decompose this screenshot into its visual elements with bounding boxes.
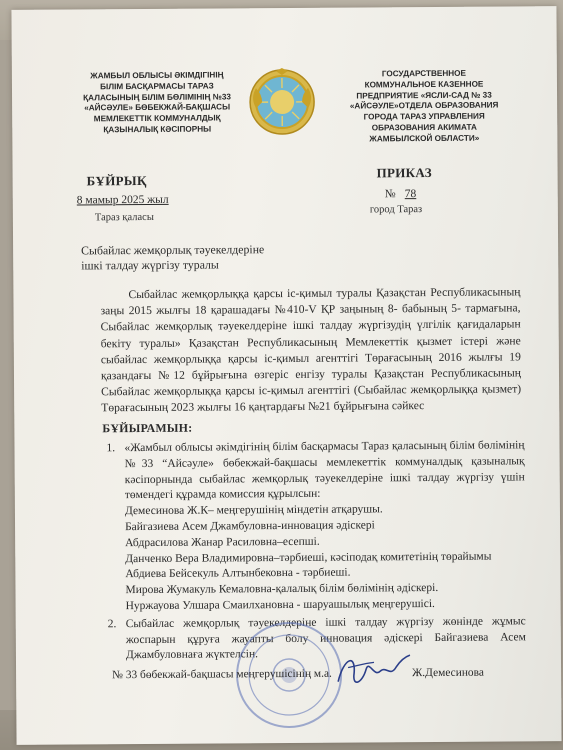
header-kz-line: БІЛІМ БАСҚАРМАСЫ ТАРАЗ <box>100 81 214 92</box>
state-emblem-icon <box>248 68 316 136</box>
header-ru-line: ГОСУДАРСТВЕННОЕ <box>381 68 466 79</box>
order-title-kz: БҰЙРЫҚ <box>86 172 147 189</box>
header-kz-line: «АЙСӘУЛЕ» БӨБЕКЖАЙ-БАҚШАСЫ <box>84 102 231 113</box>
header-kz-line: ҚАЛАСЫНЫҢ БІЛІМ БӨЛІМІНІҢ №33 <box>83 91 231 103</box>
order-subject <box>81 242 264 273</box>
item-text: «Жамбыл облысы әкімдігінің білім басқармасы Тараз қаласының білім бөлімінің №33 “Айсәуле» бөбекжай-бақшасы мемлекеттік коммуналдық қазыналық кәсіпорнында сыбайлас жемқорлық тәуекелдеріне ішкі талдау жүргізу үшін төмендегі құрамда комиссия құрылсын: <box>124 439 525 502</box>
preamble-paragraph: Сыбайлас жемқорлыққа қарсы іс-қимыл туралы Қазақстан Республикасының заңы 2015 жылғы 18 қарашадағы №410-V ҚР заңының 8- бабының 5- тармағына, Сыбайлас жемқорлық тәуекелдеріне ішкі талдау жүргізудің үлгілік қағидаларын бекіту туралы» Қазақстан Республикасының Мемлекеттік қызмет істері және сыбайлас жемқорлыққа қарсы іс-қимыл агенттігі Төрағасының 2016 жылғы 19 қазандағы №12 бұйрығына өзгеріс енгізу туралы Қазақстан Республикасының Сыбайлас жемқорлыққа қарсы іс-қимыл агенттігі (Сыбайлас жемқорлыққа қызмет) Төрағасының 2023 жылғы 16 қаңтардағы №21 бұйрығына сәйкес <box>100 285 522 415</box>
item-number: 2. <box>107 617 117 631</box>
header-org-ru <box>329 68 520 145</box>
commission-member: Абдиева Бейсекуль Алтынбековна - тәрбиеші. <box>125 566 351 581</box>
header-kz-line: ЖАМБЫЛ ОБЛЫСЫ ӘКІМДІГІНІҢ <box>90 70 224 81</box>
header-ru-line: ЖАМБЫЛСКОЙ ОБЛАСТИ» <box>369 133 480 144</box>
order-item-1 <box>106 438 525 615</box>
header-org-kz <box>62 70 252 136</box>
item-number: 1. <box>106 442 116 455</box>
commission-member: Абдрасилова Жанар Расиловна–есепші. <box>125 535 320 549</box>
city-kz: Тараз қаласы <box>94 211 154 224</box>
document-page <box>11 6 561 745</box>
order-title-ru: ПРИКАЗ <box>376 164 432 181</box>
subject-line-1: Сыбайлас жемқорлық тәуекелдеріне <box>81 242 265 258</box>
header-kz-line: МЕМЛЕКЕТТІК КОММУНАЛДЫҚ <box>93 113 221 124</box>
signature-name: Ж.Демесинова <box>412 666 484 680</box>
header-ru-line: КОММУНАЛЬНОЕ КАЗЕННОЕ <box>364 79 484 90</box>
header-ru-line: ПРЕДПРИЯТИЕ «ЯСЛИ-САД № 33 <box>356 90 492 101</box>
header-ru-line: ОБРАЗОВАНИЯ АКИМАТА <box>371 122 477 133</box>
commission-member: Данченко Вера Владимировна–тәрбиеші, кәсіподақ комитетінің төрайымы <box>125 550 492 565</box>
commission-member: Нуржауова Улшара Смаилхановна - шаруашылық меңгерушісі. <box>125 597 435 613</box>
order-heading: БҰЙЫРАМЫН: <box>102 420 193 436</box>
header-ru-line: ГОРОДА ТАРАЗ УПРАВЛЕНИЯ <box>363 111 485 122</box>
handwritten-signature-icon <box>334 647 412 694</box>
header-kz-line: ҚАЗЫНАЛЫҚ КӘСІПОРНЫ <box>103 124 212 135</box>
order-number-sign: № <box>384 188 396 201</box>
signature-position: № 33 бөбекжай-бақшасы меңгерушісінің м.а. <box>112 667 332 682</box>
header-ru-line: «АЙСӘУЛЕ»ОТДЕЛА ОБРАЗОВАНИЯ <box>349 100 499 111</box>
commission-member: Мирова Жумакуль Кемаловна-қалалық білім бөлімінің әдіскері. <box>125 582 439 597</box>
commission-member: Байгазиева Асем Джамбуловна-инновация әдіскері <box>125 519 375 534</box>
city-ru: город Тараз <box>369 204 423 216</box>
commission-member: Демесинова Ж.К– меңгерушінің міндетін атқарушы. <box>124 503 383 518</box>
order-number: 78 <box>404 188 417 201</box>
item-text: Сыбайлас жемқорлық тәуекелдеріне ішкі талдау жүргізу жөнінде жұмыс жоспарын құруға жауапты болу инновация әдіскері Байгазиева Асем Джамбуловнаға жүктелсін. <box>125 615 526 662</box>
order-date: 8 мамыр 2025 жыл <box>76 193 169 207</box>
subject-line-2: ішкі талдау жүргізу туралы <box>81 257 219 273</box>
